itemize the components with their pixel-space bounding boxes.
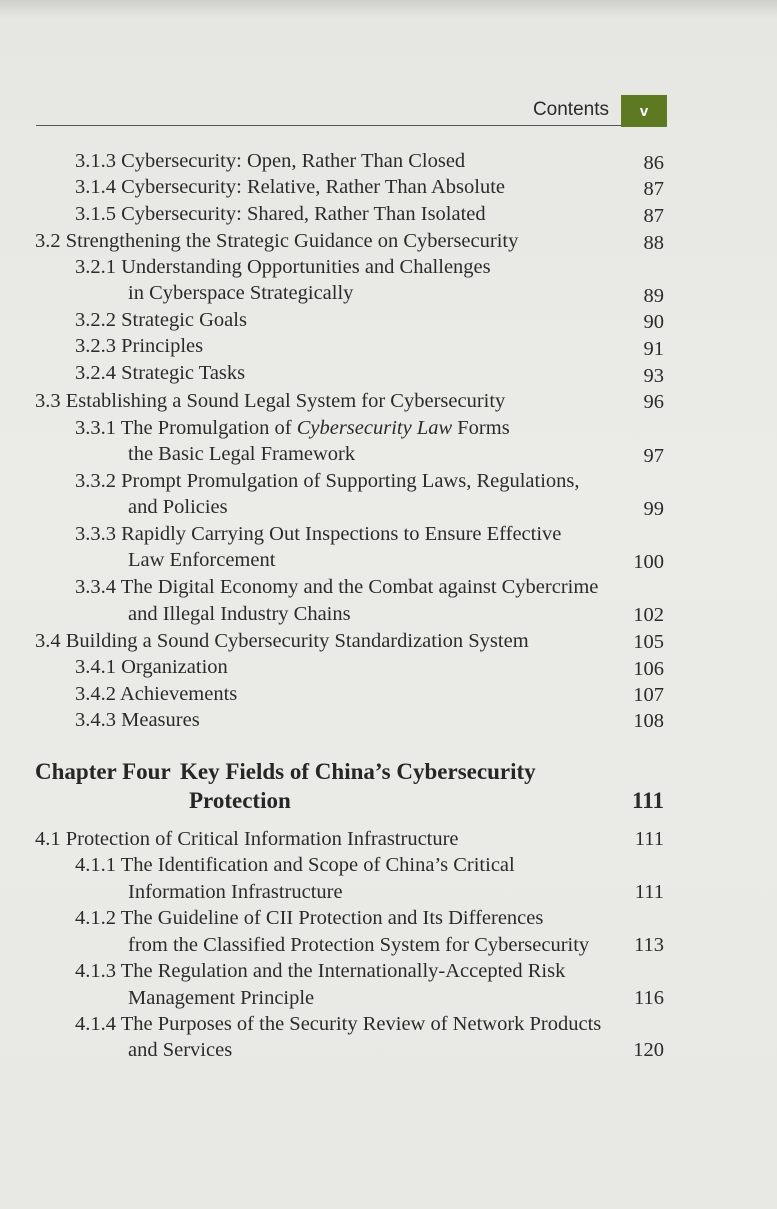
toc-entry: 3.1.5 Cybersecurity: Shared, Rather Than Isolated [75, 203, 486, 225]
toc-entry: 4.1.4 The Purposes of the Security Review of Network Products [75, 1013, 602, 1035]
toc-entry-continuation: Management Principle [128, 987, 315, 1009]
toc-entry: 4.1.1 The Identification and Scope of China’s Critical [75, 854, 515, 876]
toc-entry: 3.2.1 Understanding Opportunities and Challenges [75, 256, 491, 278]
chapter-label: Chapter Four [35, 759, 171, 784]
toc-entry-title: Principles [121, 335, 204, 357]
toc-page-number: 87 [643, 178, 664, 200]
toc-page-number: 99 [643, 498, 664, 520]
toc-entry: 3.2.2 Strategic Goals [75, 309, 247, 331]
header-rule [36, 125, 628, 126]
toc-page-number: 90 [643, 311, 664, 333]
toc-page-number: 102 [633, 604, 664, 626]
toc-entry-continuation: and Illegal Industry Chains [128, 603, 351, 625]
toc-page-number: 113 [634, 934, 664, 956]
toc-page-number: 88 [643, 232, 664, 254]
page-number-badge: v [621, 95, 667, 127]
chapter-heading [35, 758, 536, 786]
toc-entry-continuation: in Cyberspace Strategically [128, 282, 354, 304]
running-header [36, 95, 667, 127]
toc-entry: 3.2.4 Strategic Tasks [75, 362, 246, 384]
toc-entry: 4.1.2 The Guideline of CII Protection and Its Differences [75, 907, 544, 929]
page-top-edge [0, 0, 777, 18]
toc-entry-continuation: from the Classified Protection System for Cybersecurity [128, 934, 590, 956]
toc-page-number: 108 [633, 710, 664, 732]
toc-entry-title: Cybersecurity: Shared, Rather Than Isolated [121, 203, 486, 225]
toc-page-number: 111 [634, 881, 664, 903]
toc-entry-continuation: and Policies [128, 496, 228, 518]
toc-entry-title: Understanding Opportunities and Challenges [121, 256, 491, 278]
toc-section-title: Protection of Critical Information Infrastructure [65, 828, 459, 850]
toc-section: 3.4 Building a Sound Cybersecurity Standardization System [35, 630, 529, 652]
toc-entry-continuation: and Services [128, 1039, 233, 1061]
toc-page-number: 86 [643, 152, 664, 174]
toc-entry-title: Strategic Tasks [121, 362, 246, 384]
toc-entry-title: The Identification and Scope of China’s Critical [120, 854, 515, 876]
toc-page-number: 96 [643, 391, 664, 413]
toc-entry-title: Rapidly Carrying Out Inspections to Ensure Effective [121, 523, 562, 545]
toc-entry: 3.3.3 Rapidly Carrying Out Inspections to Ensure Effective [75, 523, 562, 545]
toc-section-title: Establishing a Sound Legal System for Cybersecurity [65, 390, 506, 412]
toc-entry-title: The Promulgation of Cybersecurity Law Forms [120, 417, 510, 439]
toc-entry: 3.3.1 The Promulgation of Cybersecurity Law Forms [75, 417, 510, 439]
toc-entry: 3.4.1 Organization [75, 656, 228, 678]
toc-page-number: 87 [643, 205, 664, 227]
toc-entry-title: Cybersecurity: Open, Rather Than Closed [121, 150, 466, 172]
toc-section: 3.3 Establishing a Sound Legal System for Cybersecurity [35, 390, 506, 412]
toc-entry-title: Measures [121, 709, 200, 731]
toc-page-number: 93 [643, 365, 664, 387]
toc-entry: 4.1.3 The Regulation and the Internationally-Accepted Risk [75, 960, 566, 982]
toc-section-title: Strengthening the Strategic Guidance on Cybersecurity [65, 230, 519, 252]
toc-page-number: 106 [633, 658, 664, 680]
law-title: Cybersecurity Law [296, 417, 453, 439]
toc-page-number: 120 [633, 1039, 664, 1061]
toc-entry-title: Cybersecurity: Relative, Rather Than Absolute [121, 176, 506, 198]
toc-page-number: 105 [633, 631, 664, 653]
toc-page-number: 107 [633, 684, 664, 706]
toc-entry: 3.4.2 Achievements [75, 683, 238, 705]
toc-entry-title: The Regulation and the Internationally-Accepted Risk [120, 960, 566, 982]
toc-page-number: 111 [634, 828, 664, 850]
toc-section: 3.2 Strengthening the Strategic Guidance on Cybersecurity [35, 230, 519, 252]
chapter-page-number: 111 [632, 788, 664, 813]
toc-entry-title: The Digital Economy and the Combat against Cybercrime [120, 576, 599, 598]
chapter-title: Key Fields of China’s Cybersecurity [180, 759, 536, 784]
toc-entry: 3.1.4 Cybersecurity: Relative, Rather Than Absolute [75, 176, 506, 198]
toc-entry: 3.3.2 Prompt Promulgation of Supporting Laws, Regulations, [75, 470, 580, 492]
toc-entry: 3.1.3 Cybersecurity: Open, Rather Than Closed [75, 150, 466, 172]
toc-entry-title: Achievements [120, 683, 238, 705]
toc-entry-title: The Guideline of CII Protection and Its Differences [120, 907, 544, 929]
toc-page-number: 100 [633, 551, 664, 573]
toc-entry-continuation: Law Enforcement [128, 549, 276, 571]
toc-entry-title: Strategic Goals [121, 309, 247, 331]
toc-section: 4.1 Protection of Critical Information Infrastructure [35, 828, 459, 850]
toc-entry-title: Organization [121, 656, 228, 678]
chapter-title-continuation: Protection [189, 788, 291, 813]
toc-page-number: 89 [643, 285, 664, 307]
toc-page-number: 97 [643, 445, 664, 467]
toc-entry: 3.4.3 Measures [75, 709, 200, 731]
toc-section-title: Building a Sound Cybersecurity Standardization System [65, 630, 529, 652]
toc-page-number: 116 [634, 987, 664, 1009]
toc-entry: 3.3.4 The Digital Economy and the Combat against Cybercrime [75, 576, 599, 598]
toc-entry: 3.2.3 Principles [75, 335, 204, 357]
toc-entry-title: The Purposes of the Security Review of Network Products [120, 1013, 602, 1035]
header-title: Contents [532, 99, 609, 120]
toc-entry-title: Prompt Promulgation of Supporting Laws, Regulations, [121, 470, 580, 492]
toc-page-number: 91 [643, 338, 664, 360]
toc-entry-continuation: Information Infrastructure [128, 881, 343, 903]
toc-entry-continuation: the Basic Legal Framework [128, 443, 356, 465]
